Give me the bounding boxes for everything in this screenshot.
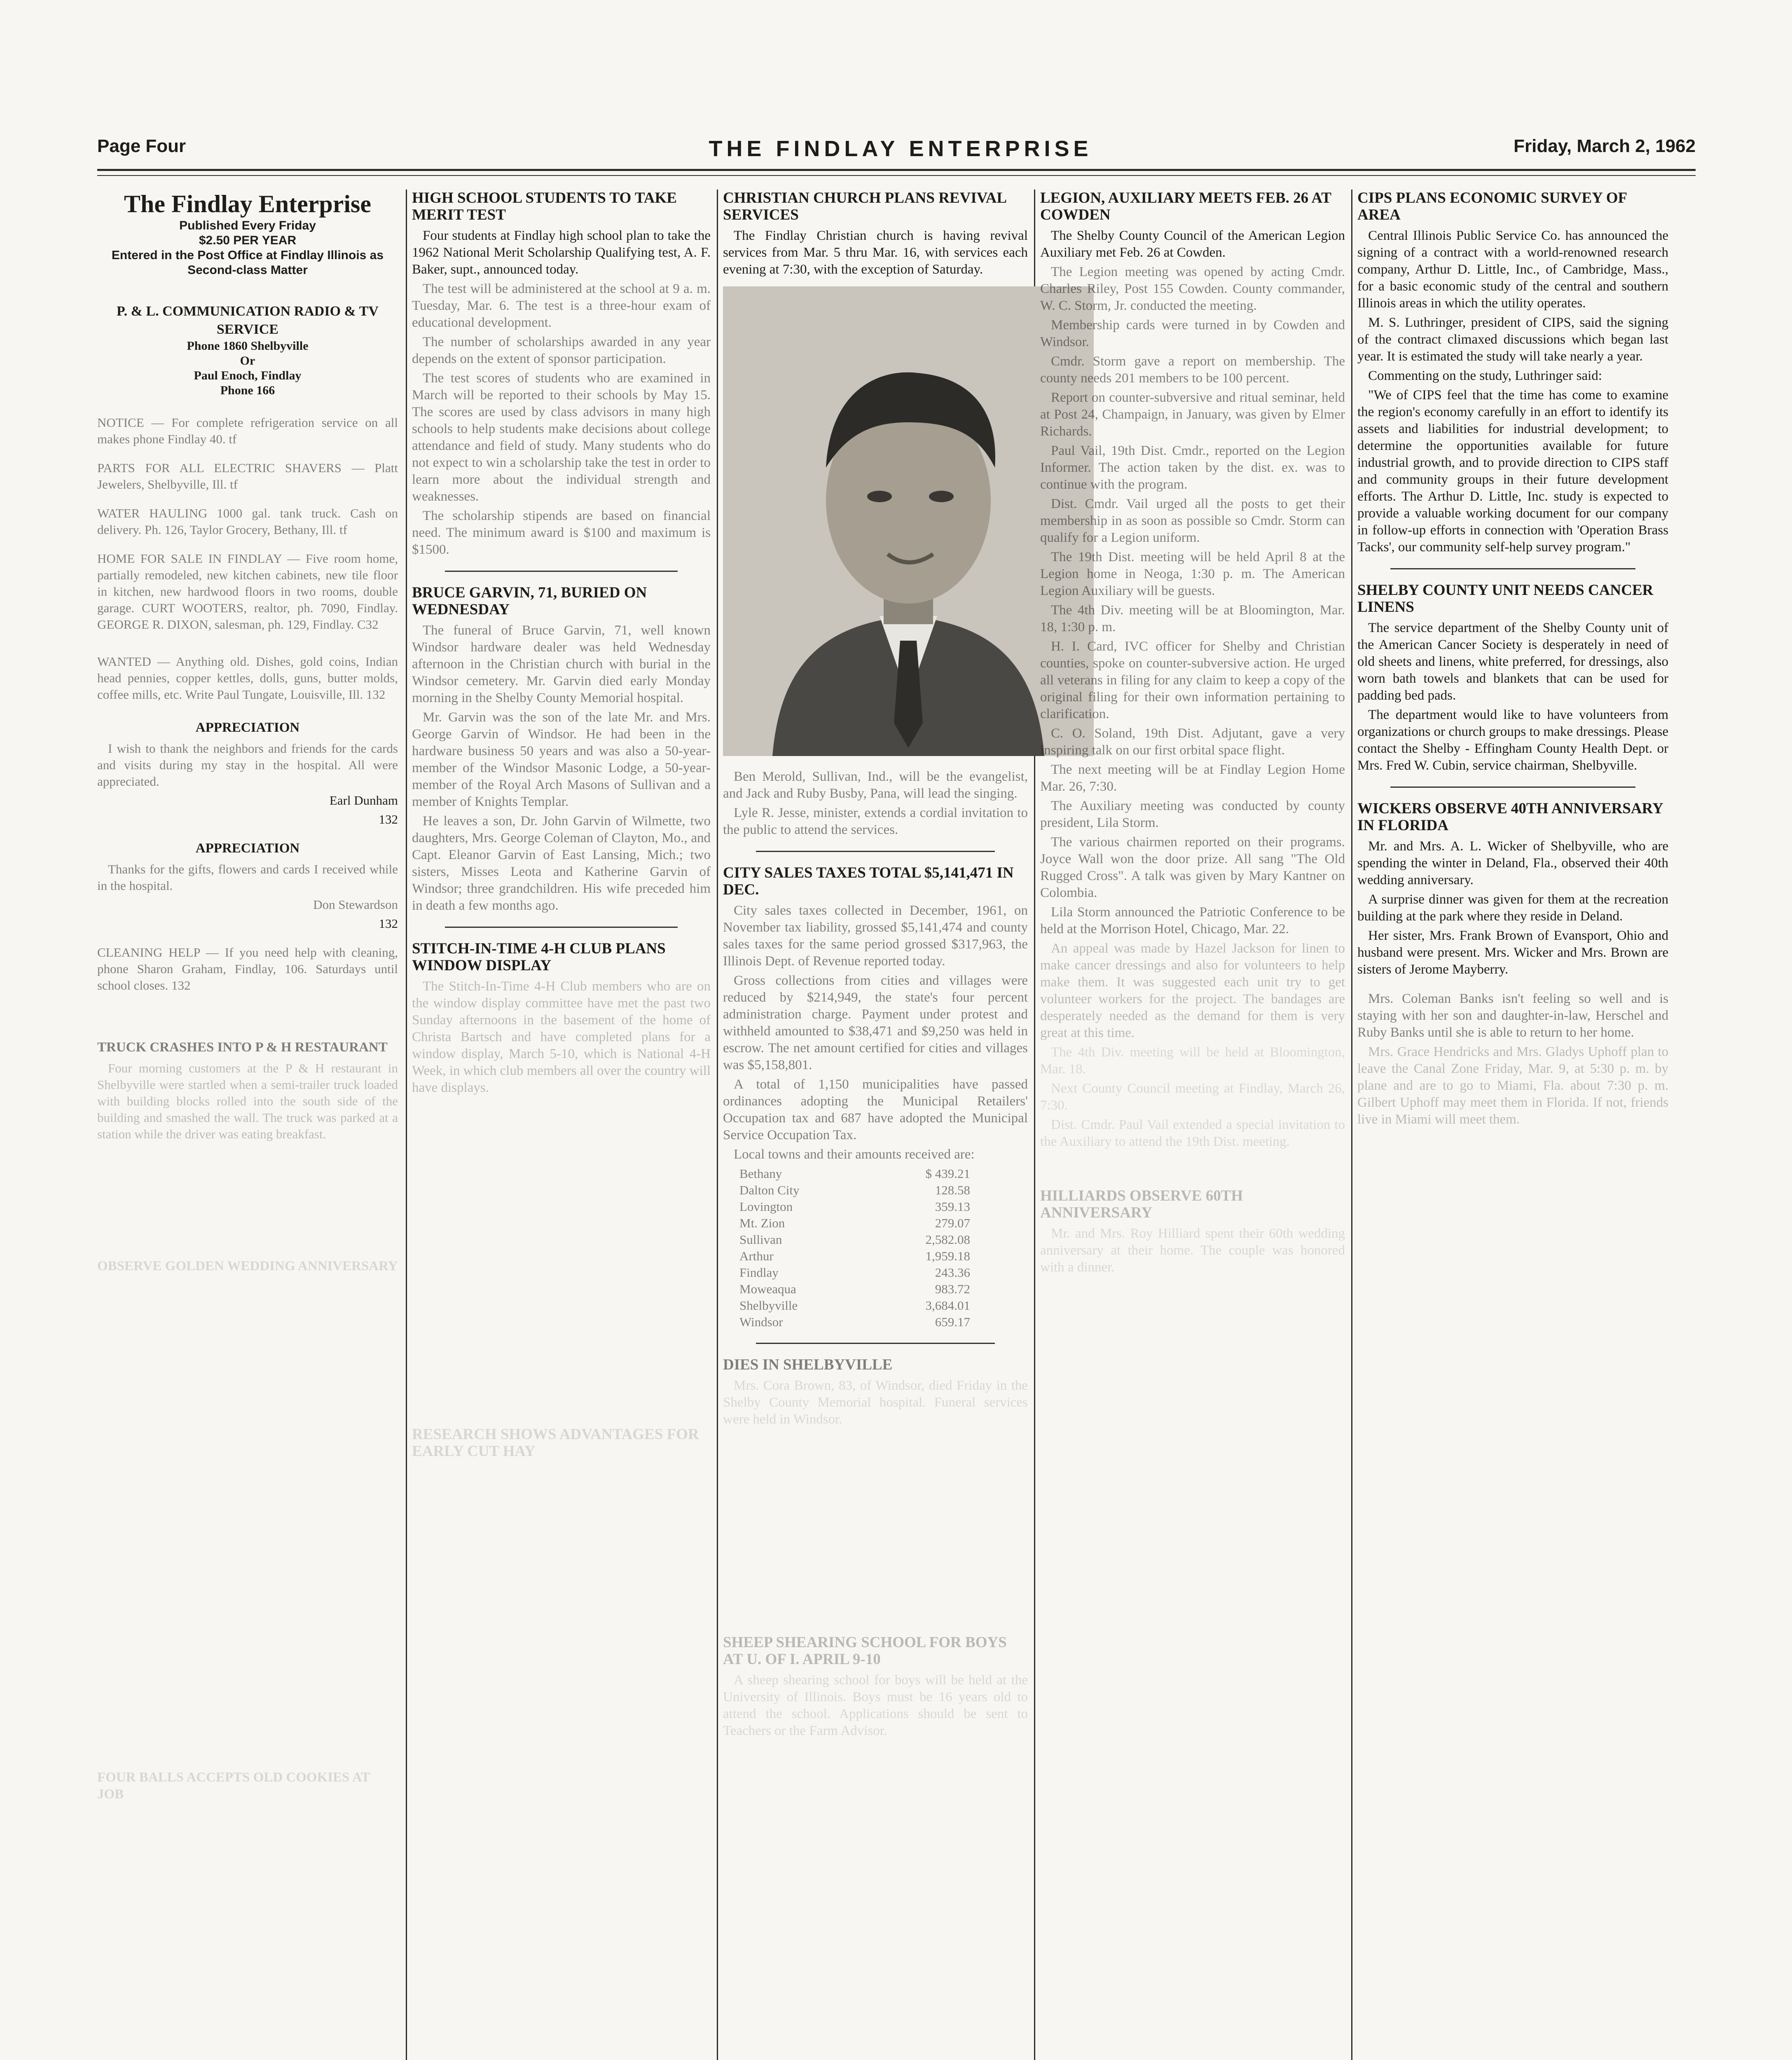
article-text: Four students at Findlay high school plan to take the 1962 National Merit Scholarship Qualifying test, A. F. Baker, supt., announced today. — [412, 228, 711, 277]
sales-tax-row — [739, 1264, 970, 1281]
article-heading: SHEEP SHEARING SCHOOL FOR BOYS AT U. OF I. APRIL 9-10 — [723, 1634, 1007, 1668]
column-2 — [412, 190, 711, 1464]
article-text: Central Illinois Public Service Co. has announced the signing of a contract with a world-renowned research company, Arthur D. Little, Inc., of Cambridge, Mass., for a basic economic study of the central and southern Illinois areas in which the utility operates. — [1357, 228, 1668, 311]
article-heading: TRUCK CRASHES INTO P & H RESTAURANT — [97, 1040, 388, 1055]
masthead — [97, 136, 1696, 169]
column-5 — [1357, 190, 1668, 1131]
town-name: Moweaqua — [739, 1282, 796, 1296]
article-text: Lila Storm announced the Patriotic Conference to be held at the Morrison Hotel, Chicago, Mar. 22. — [1040, 905, 1345, 936]
article-divider — [1390, 787, 1635, 788]
sales-tax-row — [739, 1281, 970, 1297]
sales-tax-row — [739, 1297, 970, 1314]
tax-amount: $ 439.21 — [925, 1166, 970, 1181]
article-text: A sheep shearing school for boys will be held at the University of Illinois. Boys must be 16 years old to attend the school. Applications should be sent to Teachers or the Farm Advisor. — [723, 1673, 1028, 1738]
article-text: Commenting on the study, Luthringer said: — [1368, 368, 1602, 383]
service-ad-title: P. & L. COMMUNICATION RADIO & TV SERVICE — [117, 304, 379, 337]
article-heading: WICKERS OBSERVE 40TH ANNIVERSARY IN FLORIDA — [1357, 800, 1663, 834]
subscription-price: $2.50 PER YEAR — [199, 234, 297, 247]
article-text: Report on counter-subversive and ritual seminar, held at Post 24, Champaign, in January, was given by Elmer Richards. — [1040, 390, 1345, 439]
masthead-rule — [97, 169, 1696, 171]
article-text: Mr. and Mrs. A. L. Wicker of Shelbyville, who are spending the winter in Deland, Fla., observed their 40th wedding anniversary. — [1357, 839, 1668, 887]
article-text: An appeal was made by Hazel Jackson for linen to make cancer dressings and also for volunteers to help make them. It was suggested each unit try to get volunteer workers for the project. The bandages are desperately needed as the demand for them is very great at this time. — [1040, 941, 1345, 1040]
article-text: The test will be administered at the school at 9 a. m. Tuesday, Mar. 6. The test is a three-hour exam of educational development. — [412, 281, 711, 330]
sales-tax-row — [739, 1314, 970, 1330]
article-text: The Auxiliary meeting was conducted by county president, Lila Storm. — [1040, 798, 1345, 830]
town-name: Bethany — [739, 1166, 782, 1181]
sales-tax-row — [739, 1166, 970, 1182]
tax-amount: 359.13 — [935, 1199, 970, 1214]
town-name: Mt. Zion — [739, 1216, 785, 1230]
article-divider — [1390, 568, 1635, 569]
article-text: Paul Vail, 19th Dist. Cmdr., reported on the Legion Informer. The action taken by the dist. ex. was to continue with the program. — [1040, 443, 1345, 492]
article-text: M. S. Luthringer, president of CIPS, said the signing of the contract climaxed discussions which began last year. It is estimated the study will take nearly a year. — [1357, 315, 1668, 364]
article-text: The scholarship stipends are based on financial need. The minimum award is $100 and maximum is $1500. — [412, 508, 711, 557]
issue-date: Friday, March 2, 1962 — [1514, 136, 1696, 156]
article-heading: CIPS PLANS ECONOMIC SURVEY OF AREA — [1357, 190, 1627, 223]
article-text: The various chairmen reported on their programs. Joyce Wall won the door prize. All sang "The Old Rugged Cross". A talk was given by Mary Kantner on Colombia. — [1040, 835, 1345, 900]
appreciation-number: 132 — [379, 812, 398, 826]
column-1 — [97, 190, 398, 1807]
article-heading: HIGH SCHOOL STUDENTS TO TAKE MERIT TEST — [412, 190, 677, 223]
appreciation-number: 132 — [379, 916, 398, 931]
appreciation-text: Thanks for the gifts, flowers and cards I received while in the hospital. — [97, 862, 398, 893]
service-ad-or: Or — [240, 354, 255, 368]
sales-tax-table — [739, 1166, 970, 1330]
column-4 — [1040, 190, 1345, 1278]
article-text: Mr. Garvin was the son of the late Mr. and Mrs. George Garvin of Windsor. He had been in the hardware business 50 years and was also a 50-year-member of the Windsor Masonic Lodge, a 50-year-member of the Royal Arch Masons of Sullivan and a member of Knights Templar. — [412, 710, 711, 809]
tax-amount: 3,684.01 — [925, 1298, 970, 1313]
article-divider — [756, 1343, 995, 1344]
article-text: Next County Council meeting at Findlay, March 26, 7:30. — [1040, 1081, 1345, 1113]
article-text: The 4th Div. meeting will be at Bloomington, Mar. 18, 1:30 p. m. — [1040, 603, 1345, 634]
article-text: He leaves a son, Dr. John Garvin of Wilmette, two daughters, Mrs. George Coleman of Clayton, Mo., and Capt. Eleanor Garvin of East Lansing, Mich.; two sisters, Misses Leota and Katherine Garvin of Windsor; three grandchildren. His wife preceded him in death a few months ago. — [412, 814, 711, 913]
service-ad-phone-2: Phone 166 — [220, 384, 275, 397]
article-divider — [445, 571, 678, 572]
article-heading: DIES IN SHELBYVILLE — [723, 1356, 893, 1373]
sales-tax-row — [739, 1215, 970, 1231]
article-text: The Stitch-In-Time 4-H Club members who are on the window display committee have met the past two Sunday afternoons in the basement of the home of Christa Bartsch and have completed plans for a window display, March 5-10, which is National 4-H Week, in which club members all over the country will have displays. — [412, 979, 711, 1095]
tax-amount: 279.07 — [935, 1216, 970, 1230]
sales-tax-row — [739, 1248, 970, 1264]
article-text: Mrs. Cora Brown, 83, of Windsor, died Friday in the Shelby County Memorial hospital. Funeral services were held in Windsor. — [723, 1378, 1028, 1427]
tax-amount: 2,582.08 — [925, 1232, 970, 1247]
article-heading: CITY SALES TAXES TOTAL $5,141,471 IN DEC. — [723, 864, 1014, 898]
sales-tax-row — [739, 1182, 970, 1199]
article-text: The Shelby County Council of the American Legion Auxiliary met Feb. 26 at Cowden. — [1040, 228, 1345, 260]
classified-ad: HOME FOR SALE IN FINDLAY — Five room home, partially remodeled, new kitchen cabinets, new tile floor in kitchen, new hardwood floors in two rooms, double garage. CURT WOOTERS, realtor, ph. 7090, Findlay. GEORGE R. DIXON, salesman, ph. 129, Findlay. C32 — [97, 551, 398, 632]
article-text: Local towns and their amounts received are: — [734, 1147, 975, 1162]
town-name: Findlay — [739, 1265, 779, 1280]
classified-ad: WANTED — Anything old. Dishes, gold coins, Indian head pennies, copper kettles, dolls, guns, butter molds, coffee mills, etc. Write Paul Tungate, Louisville, Ill. 132 — [97, 654, 398, 702]
tax-amount: 243.36 — [935, 1265, 970, 1280]
town-name: Shelbyville — [739, 1298, 798, 1313]
article-text: H. I. Card, IVC officer for Shelby and Christian counties, spoke on counter-subversive action. He urged all veterans in filing for any claim to keep a copy of the original filing for their own information pertaining to clarification. — [1040, 639, 1345, 721]
classified-ad: PARTS FOR ALL ELECTRIC SHAVERS — Platt Jewelers, Shelbyville, Ill. tf — [97, 461, 398, 492]
article-divider — [756, 851, 995, 852]
town-name: Arthur — [739, 1249, 774, 1263]
article-text: The Findlay Christian church is having revival services from Mar. 5 thru Mar. 16, with services each evening at 7:30, with the exception of Saturday. — [723, 228, 1028, 277]
article-heading: OBSERVE GOLDEN WEDDING ANNIVERSARY — [97, 1259, 398, 1273]
postal-entry: Entered in the Post Office at Findlay Illinois as Second-class Matter — [111, 248, 384, 277]
appreciation-signature: Don Stewardson — [313, 897, 398, 912]
town-name: Dalton City — [739, 1183, 800, 1197]
appreciation-signature: Earl Dunham — [329, 793, 398, 808]
article-text: Cmdr. Storm gave a report on membership. The county needs 201 members to be 100 percent. — [1040, 354, 1345, 386]
article-heading: STITCH-IN-TIME 4-H CLUB PLANS WINDOW DISPLAY — [412, 940, 666, 974]
article-heading: CHRISTIAN CHURCH PLANS REVIVAL SERVICES — [723, 190, 1006, 223]
service-ad-name: Paul Enoch, Findlay — [194, 369, 302, 382]
article-text: A total of 1,150 municipalities have passed ordinances adopting the Municipal Retailers' Occupation tax and 687 have adopted the Municipal Service Occupation Tax. — [723, 1077, 1028, 1142]
article-text: The funeral of Bruce Garvin, 71, well known Windsor hardware dealer was held Wednesday afternoon in the Christian church with burial in the Windsor cemetery. Mr. Garvin died early Monday morning in the Shelby County Memorial hospital. — [412, 623, 711, 705]
column-rule — [717, 190, 718, 2060]
town-name: Lovington — [739, 1199, 793, 1214]
tax-amount: 128.58 — [935, 1183, 970, 1197]
article-text: Membership cards were turned in by Cowden and Windsor. — [1040, 318, 1345, 349]
column-rule — [1351, 190, 1352, 2060]
portrait-image — [723, 286, 1094, 756]
article-text: Lyle R. Jesse, minister, extends a cordial invitation to the public to attend the services. — [723, 805, 1028, 837]
classified-ad: CLEANING HELP — If you need help with cleaning, phone Sharon Graham, Findlay, 106. Saturdays until school closes. 132 — [97, 945, 398, 993]
article-divider — [445, 927, 678, 928]
photo-caption: Ben Merold, Sullivan, Ind., will be the evangelist, and Jack and Ruby Busby, Pana, will lead the singing. — [723, 769, 1028, 801]
appreciation-text: I wish to thank the neighbors and friends for the cards and visits during my stay in the hospital. All were appreciated. — [97, 741, 398, 789]
article-text: Gross collections from cities and villages were reduced by $214,949, the state's four percent administration charge. Payment under protest and withheld amounted to $38,471 and $9,250 was held in escrow. The net amount certified for cities and villages was $5,158,801. — [723, 973, 1028, 1072]
article-text: The department would like to have volunteers from organizations or church groups to make dressings. Please contact the Shelby - Effingham County Health Dept. or Mrs. Fred W. Cubin, service chairman, Shelbyville. — [1357, 707, 1668, 773]
article-text: Mr. and Mrs. Roy Hilliard spent their 60th wedding anniversary at their home. The couple was honored with a dinner. — [1040, 1226, 1345, 1275]
newspaper-title: THE FINDLAY ENTERPRISE — [709, 136, 1093, 161]
tax-amount: 983.72 — [935, 1282, 970, 1296]
tax-amount: 659.17 — [935, 1315, 970, 1329]
column-3 — [723, 190, 1028, 1742]
article-text: The number of scholarships awarded in any year depends on the extent of sponsor participation. — [412, 335, 711, 366]
article-text: City sales taxes collected in December, 1961, on November tax liability, grossed $5,141,474 and county sales taxes for the same period grossed $317,963, the Illinois Dept. of Revenue reported today. — [723, 903, 1028, 969]
classified-ad: WATER HAULING 1000 gal. tank truck. Cash on delivery. Ph. 126, Taylor Grocery, Bethany, Ill. tf — [97, 506, 398, 537]
article-heading: RESEARCH SHOWS ADVANTAGES FOR EARLY CUT HAY — [412, 1426, 699, 1460]
article-heading: SHELBY COUNTY UNIT NEEDS CANCER LINENS — [1357, 582, 1654, 616]
appreciation-heading: APPRECIATION — [195, 720, 300, 735]
town-name: Windsor — [739, 1315, 783, 1329]
sales-tax-row — [739, 1231, 970, 1248]
article-text: The Legion meeting was opened by acting Cmdr. Charles Riley, Post 155 Cowden. County commander, W. C. Storm, Jr. conducted the meeting. — [1040, 265, 1345, 313]
classified-ad: NOTICE — For complete refrigeration service on all makes phone Findlay 40. tf — [97, 415, 398, 446]
article-text: "We of CIPS feel that the time has come to examine the region's economy carefully in an effort to identify its assets and liabilities for industrial development; to determine the opportunities available for future industrial growth, and to provide direction to CIPS staff and community groups in their future development efforts. The Arthur D. Little, Inc. study is expected to provide a valuable working document for our company in follow-up efforts in connection with 'Operation Brass Tacks', our community self-help survey program." — [1357, 388, 1668, 555]
sales-tax-row — [739, 1199, 970, 1215]
article-text: Mrs. Coleman Banks isn't feeling so well and is staying with her son and daughter-in-law, Herschel and Ruby Banks until she is able to return to her home. — [1357, 991, 1668, 1040]
column-rule — [406, 190, 407, 2060]
article-text: Four morning customers at the P & H restaurant in Shelbyville were startled when a semi-trailer truck loaded with building blocks rolled into the south side of the building and smashed the wall. The truck was parked at a station while the driver was eating breakfast. — [97, 1061, 398, 1141]
article-heading: BRUCE GARVIN, 71, BURIED ON WEDNESDAY — [412, 584, 647, 618]
tax-amount: 1,959.18 — [925, 1249, 970, 1263]
appreciation-heading: APPRECIATION — [195, 841, 300, 856]
article-heading: FOUR BALLS ACCEPTS OLD COOKIES AT JOB — [97, 1770, 370, 1802]
evangelist-photo — [723, 286, 1094, 756]
article-text: The next meeting will be at Findlay Legion Home Mar. 26, 7:30. — [1040, 762, 1345, 794]
article-text: The service department of the Shelby County unit of the American Cancer Society is desperately in need of old sheets and linens, white preferred, for dressings, also worn bath towels and blankets that can be used for padding bed pads. — [1357, 620, 1668, 703]
article-heading: HILLIARDS OBSERVE 60TH ANNIVERSARY — [1040, 1187, 1243, 1221]
publication-frequency: Published Every Friday — [179, 219, 316, 232]
article-text: Her sister, Mrs. Frank Brown of Evansport, Ohio and husband were present. Mrs. Wicker and Mrs. Brown are sisters of Jerome Mayberry. — [1357, 928, 1668, 977]
paper-nameplate: The Findlay Enterprise — [124, 190, 372, 218]
article-text: A surprise dinner was given for them at the recreation building at the park where they reside in Deland. — [1357, 892, 1668, 924]
service-ad-phone: Phone 1860 Shelbyville — [187, 339, 309, 353]
article-text: The 19th Dist. meeting will be held April 8 at the Legion home in Neoga, 1:30 p. m. The American Legion Auxiliary will be guests. — [1040, 550, 1345, 598]
article-text: Mrs. Grace Hendricks and Mrs. Gladys Uphoff plan to leave the Canal Zone Friday, Mar. 9, at 5:30 p. m. by plane and are to go to Miami, Fla. about 7:30 p. m. Gilbert Uphoff may meet them in Florida. If not, friends live in Miami will meet them. — [1357, 1044, 1668, 1127]
article-text: The 4th Div. meeting will be held at Bloomington, Mar. 18. — [1040, 1045, 1345, 1077]
article-text: The test scores of students who are examined in March will be reported to their schools by May 15. The scores are used by class advisors in many high schools to help students make decisions about college attendance and field of study. Many students who do not expect to win a scholarship take the test in order to learn more about the individual strength and weaknesses. — [412, 371, 711, 504]
article-heading: LEGION, AUXILIARY MEETS FEB. 26 AT COWDEN — [1040, 190, 1331, 223]
page-number: Page Four — [97, 136, 186, 156]
town-name: Sullivan — [739, 1232, 782, 1247]
masthead-rule-thin — [97, 175, 1696, 176]
article-text: Dist. Cmdr. Paul Vail extended a special invitation to the Auxiliary to attend the 19th Dist. meeting. — [1040, 1117, 1345, 1149]
article-text: C. O. Soland, 19th Dist. Adjutant, gave a very inspiring talk on our first orbital space flight. — [1040, 726, 1345, 758]
article-text: Dist. Cmdr. Vail urged all the posts to get their membership in as soon as possible so Cmdr. Storm can qualify for a Legion uniform. — [1040, 496, 1345, 545]
